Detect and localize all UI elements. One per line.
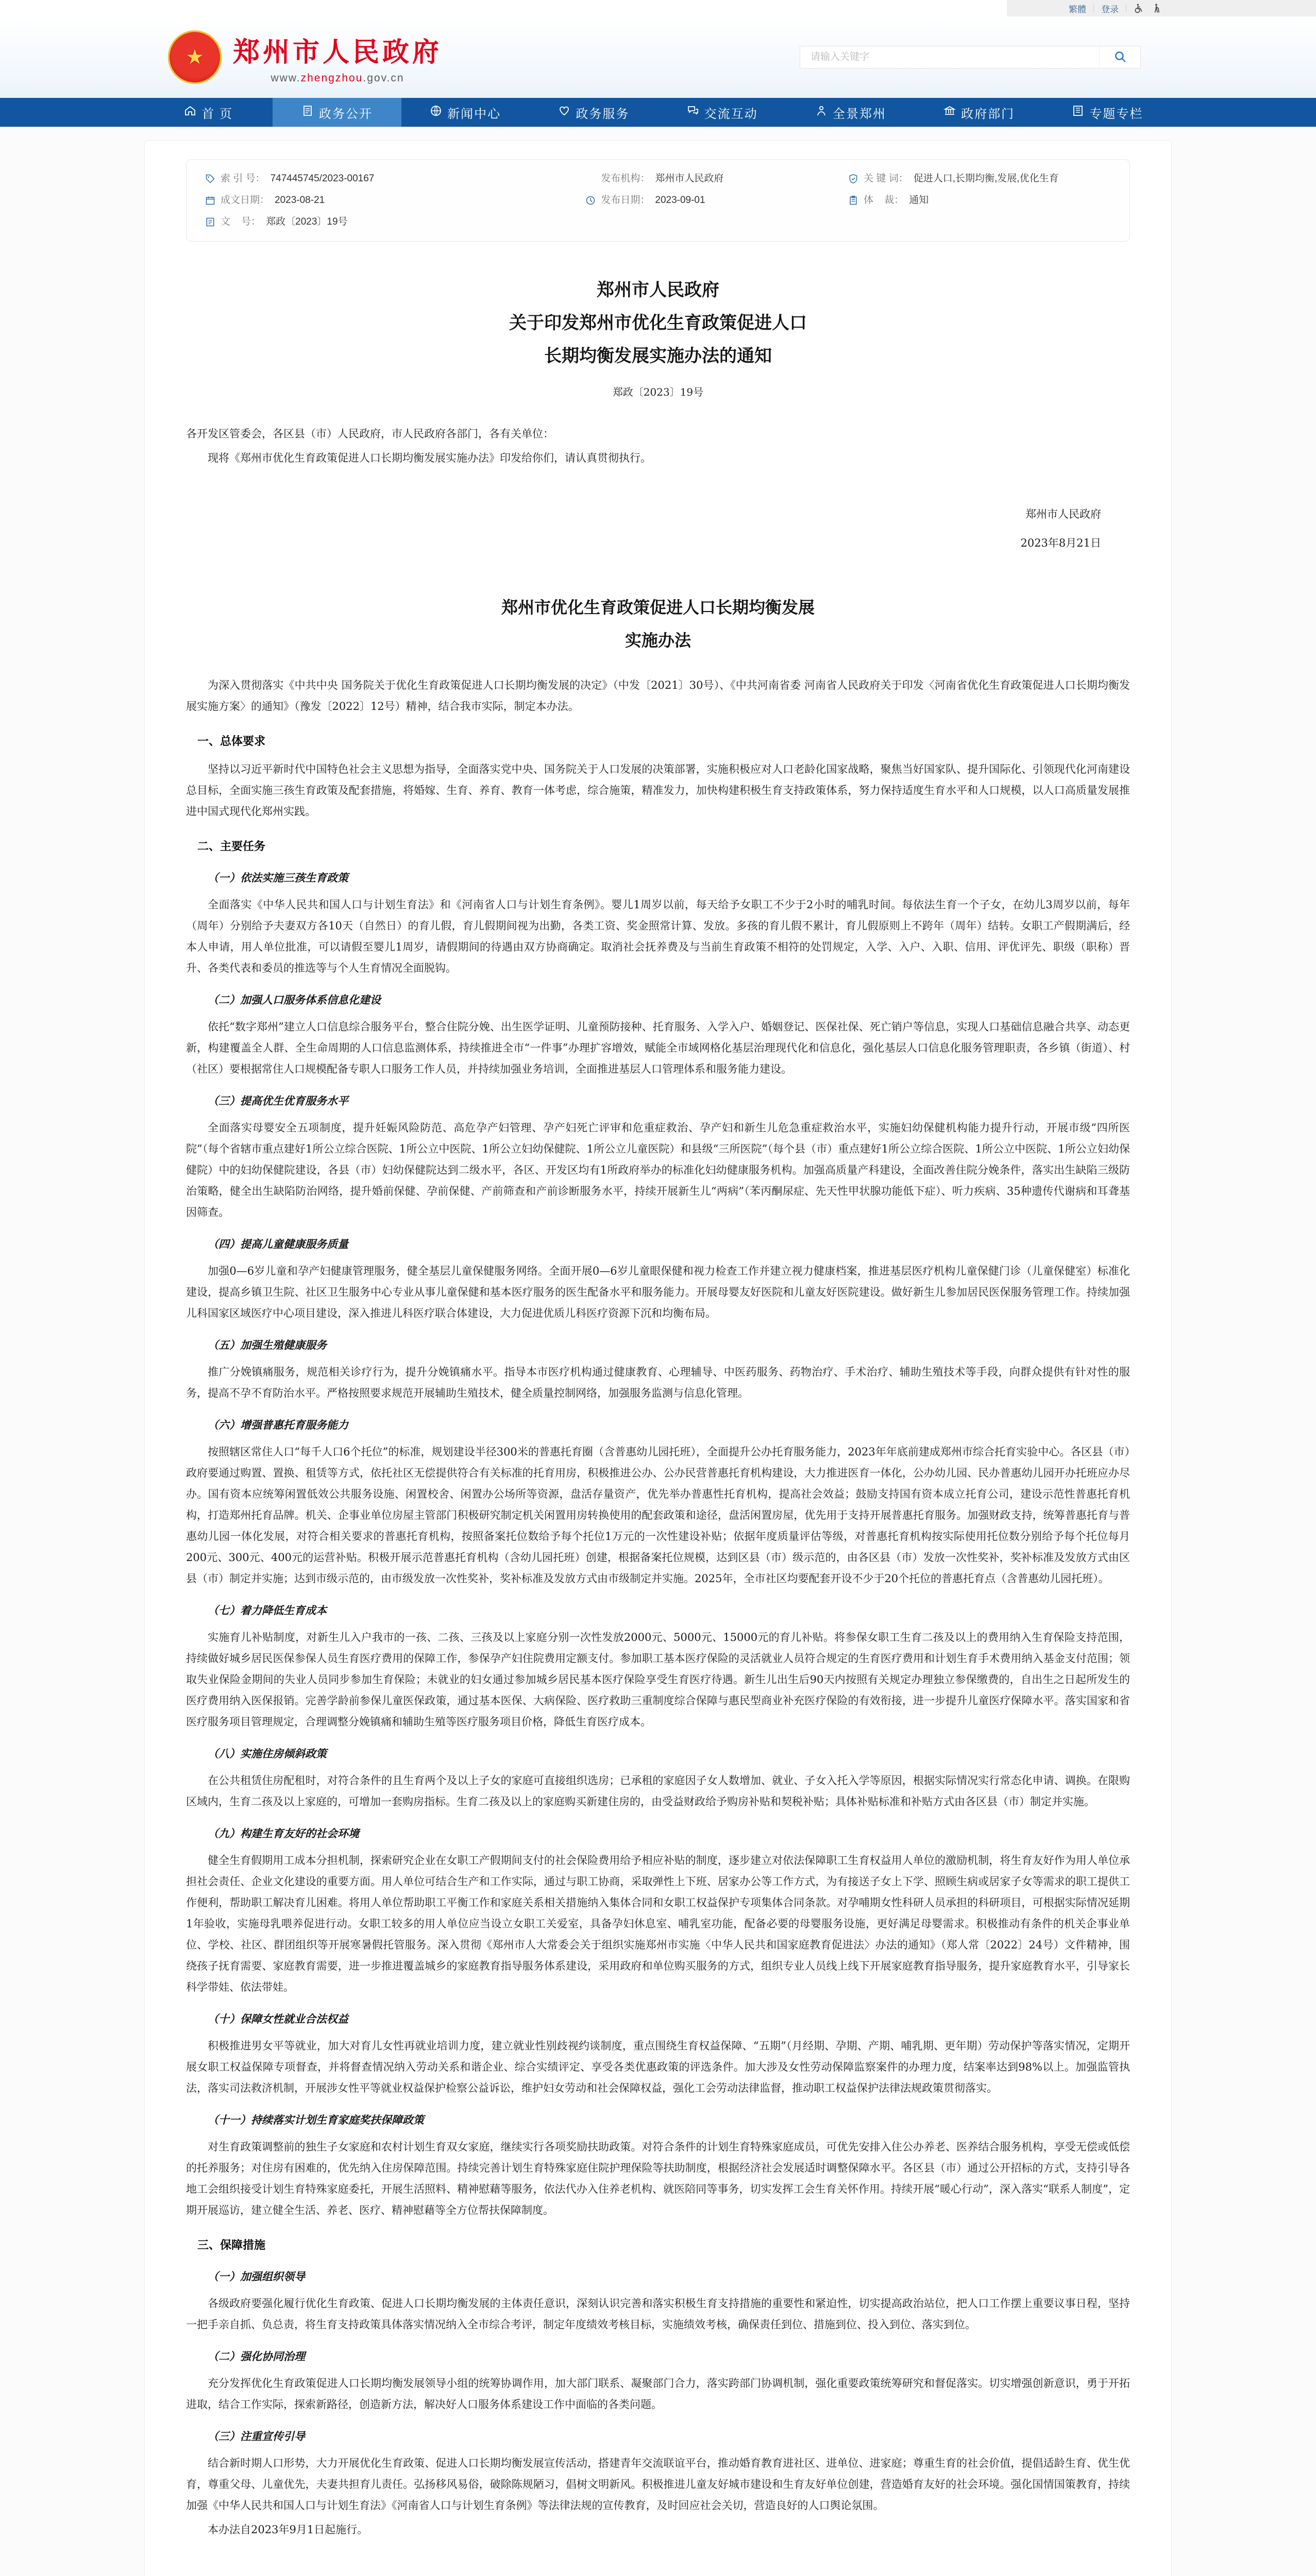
search-button[interactable] — [1099, 46, 1140, 68]
meta-label: 发布机构： — [601, 173, 650, 184]
clock-icon — [585, 195, 596, 206]
meta-value: 促进人口,长期均衡,发展,优化生育 — [913, 173, 1059, 184]
meta-value: 郑州市人民政府 — [655, 173, 724, 184]
subtitle-line: 实施办法 — [625, 631, 691, 650]
calendar-icon — [205, 195, 215, 206]
elderly-mode-icon[interactable] — [1151, 3, 1161, 13]
section-heading: （五）加强生殖健康服务 — [208, 1338, 327, 1351]
document-subtitle — [186, 594, 1130, 654]
section-heading: （九）构建生育友好的社会环境 — [208, 1827, 359, 1840]
search-input[interactable] — [800, 46, 1099, 68]
tag-icon — [205, 174, 215, 184]
section-heading: （十）保障女性就业合法权益 — [208, 2012, 348, 2025]
home-icon — [184, 105, 196, 121]
document-card — [144, 140, 1172, 2576]
document-paragraph: 全面落实《中华人民共和国人口与计划生育法》和《河南省人口与计划生育条例》。婴儿1周岁以前，每天给予女职工不少于2小时的哺乳时间。每依法生育一个子女，在幼儿3周岁以前，每年（周年）分别给予夫妻双方各10天（自然日）的育儿假，育儿假期间视为出勤，各类工资、奖金照常计算、发放。多孩的育儿假不累计，育儿假原则上不跨年（周年）结转。女职工产假期满后，经本人申请，用人单位批准，可以请假至婴儿1周岁，请假期间的待遇由双方协商确定。取消社会抚养费及与当前生育政策不相符的处罚规定，入学、入户、入职、信用、评优评先、职级（职称）晋升、各类代表和委员的推选等与个人生育情况全面脱钩。 — [186, 899, 1130, 974]
document-paragraphs — [186, 675, 1130, 2540]
section-heading: 一、总体要求 — [197, 735, 266, 748]
document-paragraph: 实施育儿补贴制度，对新生儿入户我市的一孩、二孩、三孩及以上家庭分别一次性发放2000元、5000元、15000元的育儿补贴。将参保女职工生育二孩及以上的费用纳入生育保险支持范围，持续做好城乡居民医保参保人员生育医疗费用的保障工作，参保孕产妇住院费用定额支付。参加职工基本医疗保险的灵活就业人员符合规定的生育医疗费用和计划生育手术费用纳入基金支付范围；领取失业保险金期间的失业人员同步参加生育保险；未就业的妇女通过参加城乡居民基本医疗保险享受生育医疗待遇。新生儿出生后90天内按照有关规定办理独立参保缴费的，自出生之日起所发生的医疗费用纳入医保报销。完善学龄前参保儿童医保政策，通过基本医保、大病保险、医疗救助三重制度综合保障与惠民型商业补充医疗保险的有效衔接，进一步提升儿童医疗保障水平。落实国家和省医疗服务项目管理规定，合理调整分娩镇痛和辅助生殖等医疗服务项目价格，降低生育医疗成本。 — [186, 1631, 1130, 1728]
traditional-chinese-link[interactable]: 繁體 — [1069, 4, 1086, 14]
column-icon — [1072, 105, 1084, 121]
meta-label: 文 号： — [221, 216, 261, 227]
document-paragraph: 为深入贯彻落实《中共中央 国务院关于优化生育政策促进人口长期均衡发展的决定》（中发〔2021〕30号）、《中共河南省委 河南省人民政府关于印发〈河南省优化生育政策促进人口长期均衡发展实施方案〉的通知》（豫发〔2022〕12号）精神，结合我市实际，制定本办法。 — [186, 679, 1130, 713]
title-line: 关于印发郑州市优化生育政策促进人口 — [509, 313, 807, 333]
heart-icon — [558, 105, 570, 121]
title-line: 长期均衡发展实施办法的通知 — [544, 346, 772, 366]
nav-item-label: 专题专栏 — [1089, 107, 1143, 121]
document-paragraph: 积极推进男女平等就业，加大对育儿女性再就业培训力度，建立就业性别歧视约谈制度，重点围绕生育权益保障、“五期”（月经期、孕期、产期、哺乳期、更年期）劳动保护等落实情况，定期开展女职工权益保障专项督查，并将督查情况纳入劳动关系和谐企业、综合实绩评定、享受各类优惠政策的评选条件。加大涉及女性劳动保障监察案件的办理力度，结案率达到98%以上。加强监管执法，落实司法救济机制，开展涉女性平等就业权益保护检察公益诉讼，维护妇女劳动和社会保障权益，强化工会劳动法律监督，推动职工权益保护法律法规政策贯彻落实。 — [186, 2040, 1130, 2094]
nav-item-新闻中心[interactable] — [401, 98, 530, 127]
nav-item-label: 政府部门 — [961, 107, 1015, 121]
meta-label: 成文日期： — [221, 195, 270, 206]
document-paragraph: 对生育政策调整前的独生子女家庭和农村计划生育双女家庭，继续实行各项奖励扶助政策。对符合条件的计划生育特殊家庭成员，可优先安排入住公办养老、医养结合服务机构，享受无偿或低偿的托养服务；对住房有困难的，优先纳入住房保障范围。持续完善计划生育特殊家庭住院护理保险等扶助制度，根据经济社会发展适时调整保障水平。各区县（市）通过公开招标的方式，支持引导各地工会组织接受计划生育特殊家庭委托，开展生活照料、精神慰藉等服务，依法代办入住养老机构、就医陪同等事务，切实发挥工会生育关怀作用。持续开展“暖心行动”，深入落实“联系人制度”，定期开展巡访，建立健全生活、养老、医疗、精神慰藉等全方位帮扶保障制度。 — [186, 2141, 1130, 2216]
section-heading: （一）依法实施三孩生育政策 — [208, 871, 348, 884]
meta-value: 通知 — [909, 195, 929, 206]
meta-value: 郑政〔2023〕19号 — [266, 216, 348, 227]
nav-item-政务服务[interactable] — [530, 98, 658, 127]
meta-field — [205, 194, 585, 207]
divider — [1093, 5, 1094, 12]
document-paragraph: 结合新时期人口形势，大力开展优化生育政策、促进人口长期均衡发展宣传活动，搭建青年交流联谊平台，推动婚育教育进社区、进单位、进家庭；尊重生育的社会价值，提倡适龄生育、优生优育，尊重父母、儿童优先，夫妻共担育儿责任。弘扬移风易俗，破除陈规陋习，倡树文明新风。积极推进儿童友好城市建设和生育友好单位创建，营造婚育友好的社会环境。强化国情国策教育，持续加强《中华人民共和国人口与计划生育法》《河南省人口与计划生育条例》等法律法规的宣传教育，及时回应社会关切，营造良好的人口舆论氛围。 — [186, 2457, 1130, 2512]
doc-icon — [301, 105, 314, 121]
signature-date: 2023年8月21日 — [1020, 537, 1101, 549]
nav-item-label: 首 页 — [201, 107, 233, 121]
nav-item-首页[interactable] — [144, 98, 273, 127]
section-heading: （三）提高优生优育服务水平 — [208, 1094, 348, 1107]
meta-field — [848, 172, 1111, 185]
nav-item-政府部门[interactable] — [915, 98, 1043, 127]
nav-item-label: 政务公开 — [318, 107, 373, 121]
document-paragraph: 本办法自2023年9月1日起施行。 — [208, 2523, 368, 2536]
shield-icon — [848, 174, 858, 184]
national-emblem-icon: ★ — [168, 30, 222, 84]
document-paragraph: 充分发挥优化生育政策促进人口长期均衡发展领导小组的统筹协调作用，加大部门联系、凝聚部门合力，落实跨部门协调机制，强化重要政策统筹研究和督促落实。切实增强创新意识，勇于开拓进取，结合工作实际，探索新路径，创造新方法，解决好人口服务体系建设工作中面临的各类问题。 — [186, 2377, 1130, 2411]
meta-column — [848, 172, 1111, 229]
nav-item-交流互动[interactable] — [658, 98, 786, 127]
site-logo[interactable] — [168, 30, 442, 84]
genre-icon — [848, 195, 858, 206]
title-line: 郑州市人民政府 — [597, 280, 719, 300]
meta-field — [205, 215, 585, 229]
nav-item-label: 新闻中心 — [447, 107, 501, 121]
section-heading: 三、保障措施 — [197, 2239, 266, 2251]
main-navbar — [0, 98, 1316, 127]
person-icon — [815, 105, 828, 121]
section-heading: （七）着力降低生育成本 — [208, 1604, 327, 1617]
section-heading: （三）注重宣传引导 — [208, 2430, 305, 2443]
document-paragraph: 推广分娩镇痛服务，规范相关诊疗行为，提升分娩镇痛水平。指导本市医疗机构通过健康教育、心理辅导、中医药服务、药物治疗、手术治疗、辅助生殖技术等手段，向群众提供有针对性的服务，提高不孕不育防治水平。严格按照要求规范开展辅助生殖技术，健全质量控制网络，加强服务监测与信息化管理。 — [186, 1366, 1130, 1399]
globe-icon — [430, 105, 442, 121]
section-heading: （二）加强人口服务体系信息化建设 — [208, 993, 381, 1006]
letter-body: 现将《郑州市优化生育政策促进人口长期均衡发展实施办法》印发给你们，请认真贯彻执行。 — [208, 452, 651, 464]
nav-item-政务公开[interactable] — [273, 98, 401, 127]
meta-label: 发布日期： — [601, 195, 650, 206]
letter-salutation: 各开发区管委会，各区县（市）人民政府，市人民政府各部门，各有关单位： — [186, 428, 554, 440]
bank-icon — [585, 174, 596, 184]
meta-field — [848, 194, 1111, 207]
section-heading: （一）加强组织领导 — [208, 2270, 305, 2283]
filenum-icon — [205, 217, 215, 227]
meta-value: 747445745/2023-00167 — [270, 173, 375, 184]
document-paragraph: 加强0—6岁儿童和孕产妇健康管理服务，健全基层儿童保健服务网络。全面开展0—6岁儿童眼保健和视力检查工作并建立视力健康档案，推进基层医疗机构儿童保健门诊（儿童保健室）标准化建设，提高乡镇卫生院、社区卫生服务中心专业从事儿童保健和基本医疗服务的医生配备水平和服务能力。开展母婴友好医院和儿童友好医院建设。做好新生儿参加居民医保服务管理工作。持续加强儿科国家区域医疗中心项目建设，深入推进儿科医疗联合体建设，大力促进优质儿科医疗资源下沉和均衡布局。 — [186, 1265, 1130, 1319]
bank-icon — [943, 105, 956, 121]
search-icon — [1113, 50, 1127, 65]
document-paragraph: 全面落实母婴安全五项制度，提升妊娠风险防范、高危孕产妇管理、孕产妇死亡评审和危重症救治、孕产妇和新生儿危急重症救治水平，实施妇幼保健机构能力提升行动，开展市级“四所医院”（每个省辖市重点建好1所公立综合医院、1所公立中医院、1所公立妇幼保健院、1所公立儿童医院）和县级“三所医院”（每个县（市）重点建好1所公立综合医院、1所公立中医院、1所公立妇幼保健院）中的妇幼保健院建设，各县（市）妇幼保健院达到二级水平，各区、开发区均有1所政府举办的标准化妇幼健康服务机构。加强高质量产科建设，全面改善住院分娩条件，落实出生缺陷三级防治策略，健全出生缺陷防治网络，提升婚前保健、孕前保健、产前筛查和产前诊断服务水平，持续开展新生儿“两病”（苯丙酮尿症、先天性甲状腺功能低下症）、听力疾病、35种遗传代谢病和耳聋基因筛查。 — [186, 1122, 1130, 1218]
document-title — [186, 276, 1130, 370]
document-meta-panel — [186, 159, 1130, 242]
login-link[interactable]: 登录 — [1101, 4, 1119, 14]
meta-column — [205, 172, 585, 229]
document-body — [186, 423, 1130, 2540]
meta-field — [205, 172, 585, 185]
site-url: www.zhengzhou.gov.cn — [271, 72, 404, 84]
section-heading: （八）实施住房倾斜政策 — [208, 1747, 327, 1760]
accessibility-wheelchair-icon[interactable] — [1134, 3, 1144, 13]
meta-value: 2023-09-01 — [655, 195, 705, 206]
section-heading: （二）强化协同治理 — [208, 2350, 305, 2363]
meta-value: 2023-08-21 — [275, 195, 325, 206]
nav-item-label: 政务服务 — [576, 107, 630, 121]
document-paragraph: 坚持以习近平新时代中国特色社会主义思想为指导，全面落实党中央、国务院关于人口发展的决策部署，实施积极应对人口老龄化国家战略，聚焦当好国家队、提升国际化、引领现代化河南建设总目标，全面实施三孩生育政策及配套措施，将婚嫁、生育、养育、教育一体考虑，综合施策，精准发力，加快构建积极生育支持政策体系，努力保持适度生育水平和人口规模，以人口高质量发展推进中国式现代化郑州实践。 — [186, 763, 1130, 818]
nav-item-专题专栏[interactable] — [1043, 98, 1172, 127]
meta-field — [585, 172, 848, 185]
site-header — [0, 16, 1316, 98]
signature-org: 郑州市人民政府 — [1025, 508, 1101, 520]
section-heading: 二、主要任务 — [197, 840, 266, 853]
main-content — [0, 140, 1316, 2576]
meta-label: 关 键 词： — [864, 173, 908, 184]
nav-item-label: 交流互动 — [704, 107, 758, 121]
document-paragraph: 依托“数字郑州”建立人口信息综合服务平台，整合住院分娩、出生医学证明、儿童预防接种、托育服务、入学入户、婚姻登记、医保社保、死亡销户等信息，实现人口基础信息融合共享、动态更新，构建覆盖全人群、全生命周期的人口信息监测体系，持续推进全市“一件事”办理扩容增效，赋能全市域网格化基层治理现代化和信息化，强化基层人口信息化服务管理职责，各乡镇（街道）、村（社区）要根据常住人口规模配备专职人口服务工作人员，并持续加强业务培训，全面推进基层人口管理体系和服务能力建设。 — [186, 1021, 1130, 1075]
topbar — [0, 0, 1316, 16]
chat-icon — [687, 105, 699, 121]
search-box — [800, 46, 1141, 69]
site-name: 郑州市人民政府 — [233, 36, 443, 68]
nav-item-label: 全景郑州 — [832, 107, 886, 121]
meta-label: 体 裁： — [864, 195, 904, 206]
nav-item-全景郑州[interactable] — [786, 98, 915, 127]
section-heading: （六）增强普惠托育服务能力 — [208, 1418, 348, 1431]
document-number: 郑政〔2023〕19号 — [612, 386, 704, 398]
meta-label: 索 引 号： — [221, 173, 265, 184]
subtitle-line: 郑州市优化生育政策促进人口长期均衡发展 — [501, 598, 815, 617]
meta-field — [585, 194, 848, 207]
letter-signature-block — [186, 500, 1130, 557]
document-paragraph: 在公共租赁住房配租时，对符合条件的且生育两个及以上子女的家庭可直接组织选房；已承租的家庭因子女人数增加、就业、子女入托入学等原因，根据实际情况实行常态化申请、调换。在限购区域内，生育二孩及以上家庭的，可增加一套购房指标。生育二孩及以上的家庭购买新建住房的，由受益财政给予购房补贴和契税补贴；具体补贴标准和补贴方式由各区县（市）制定并实施。 — [186, 1774, 1130, 1808]
document-paragraph: 健全生育假期用工成本分担机制，探索研究企业在女职工产假期间支付的社会保险费用给予相应补贴的制度，逐步建立对依法保障职工生育权益用人单位的激励机制，将生育友好作为用人单位承担社会责任、企业文化建设的重要方面。用人单位可结合生产和工作实际，通过与职工协商，采取弹性上下班、居家办公等工作方式，为有接送子女上下学、照顾生病或居家子女等需求的职工提供工作便利，帮助职工解决育儿困难。将用人单位帮助职工平衡工作和家庭关系相关措施纳入集体合同和女职工权益保护专项集体合同条款。对孕哺期女性科研人员承担的科研项目，可根据实际情况延期1年验收，实施母乳喂养促进行动。女职工较多的用人单位应当设立女职工关爱室，具备孕妇休息室、哺乳室功能，配备必要的母婴服务设施，更好满足母婴需求。积极推动有条件的机关企事业单位、学校、社区、群团组织等开展寒暑假托管服务。深入贯彻《郑州市人大常委会关于组织实施郑州市实施〈中华人民共和国家庭教育促进法〉办法的通知》（郑人常〔2022〕24号）文件精神，围绕孩子抚育需要、家庭教育需要，进一步推进覆盖城乡的家庭教育指导服务体系建设，采用政府和单位购买服务的方式，组织专业人员线上线下开展家庭教育指导服务，提升家庭教育水平，引导家长科学带娃、依法带娃。 — [186, 1854, 1130, 1993]
document-paragraph: 按照辖区常住人口“每千人口6个托位”的标准，规划建设半径300米的普惠托育圈（含普惠幼儿园托班），全面提升公办托育服务能力，2023年年底前建成郑州市综合托育实验中心。各区县（市）政府要通过购置、置换、租赁等方式，依托社区无偿提供符合有关标准的托育用房，积极推进公办、公办民营普惠托育机构建设，大力推进医育一体化，公办幼儿园、民办普惠幼儿园开办托班应办尽办。国有资本应统筹闲置低效公共服务设施、闲置校舍、闲置办公场所等资源，盘活存量资产，优先举办普惠性托育机构，提高社会效益；鼓励支持国有资本成立托育公司，建设示范性普惠托育机构，打造郑州托育品牌。机关、企事业单位房屋主管部门积极研究制定机关闲置用房转换使用的配套政策和途径，盘活闲置房屋，优先用于支持开展普惠托育服务。加强财政支持，统筹普惠托育与普惠幼儿园一体化发展，对符合相关要求的普惠托育机构，按照备案托位数给予每个托位1万元的一次性建设补贴；依据年度质量评估等级，对普惠托育机构按实际使用托位数分别给予每个托位每月200元、300元、400元的运营补贴。积极开展示范普惠托育机构（含幼儿园托班）创建，根据备案托位规模，达到区县（市）级示范的，由各区县（市）发放一次性奖补，奖补标准及发放方式由区县（市）制定并实施；达到市级示范的，由市级发放一次性奖补，奖补标准及发放方式由市级制定并实施。2025年，全市社区均要配套开设不少于20个托位的普惠托育点（含普惠幼儿园托班）。 — [186, 1446, 1130, 1585]
section-heading: （十一）持续落实计划生育家庭奖扶保障政策 — [208, 2113, 424, 2126]
document-paragraph: 各级政府要强化履行优化生育政策、促进人口长期均衡发展的主体责任意识，深刻认识完善和落实积极生育支持措施的重要性和紧迫性，切实提高政治站位，把人口工作摆上重要议事日程，坚持一把手亲自抓、负总责，将生育支持政策具体落实情况纳入全市综合考评，制定年度绩效考核目标，实施绩效考核，确保责任到位、措施到位、投入到位、落实到位。 — [186, 2297, 1130, 2331]
section-heading: （四）提高儿童健康服务质量 — [208, 1238, 348, 1250]
meta-column — [585, 172, 848, 229]
